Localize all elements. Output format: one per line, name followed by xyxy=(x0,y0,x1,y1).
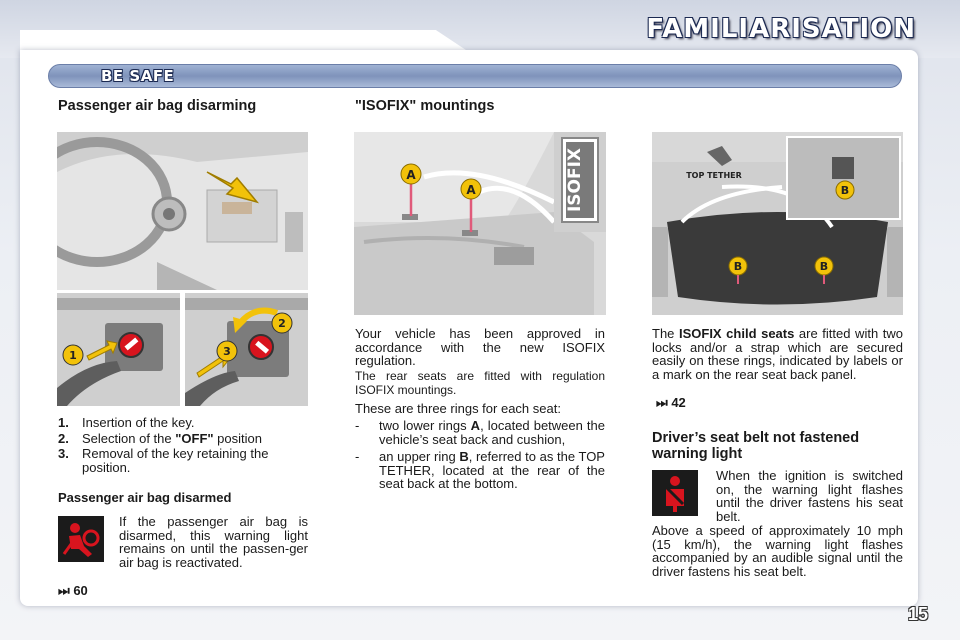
isofix-seat-illustration xyxy=(354,132,606,315)
seatbelt-warning-icon-glyph xyxy=(652,470,698,516)
isofix-para-3: These are three rings for each seat: xyxy=(355,401,561,416)
key-insertion-illustration xyxy=(57,293,180,406)
ring-item-upper: - an upper ring B, referred to as the TOP TETHER, located at the rear of the seat back at the bottom. xyxy=(355,449,605,491)
step-2: 2. Selection of the "OFF" position xyxy=(58,430,262,446)
key-turn-illustration xyxy=(185,293,308,406)
chapter-title: FAMILIARISATION xyxy=(646,14,916,44)
steps-list xyxy=(58,416,310,474)
airbag-warning-icon-glyph xyxy=(58,516,104,562)
seatbelt-warning-icon xyxy=(652,470,698,516)
isofix-child-seats-text: The ISOFIX child seats are fitted with two locks and/or a strap which are secured easily on these rings, indicated by labels or a mark on the rear seat back panel. xyxy=(652,326,903,382)
callout-3: 3 xyxy=(223,345,231,358)
page-reference-60[interactable]: ⏭ 60 xyxy=(58,583,88,598)
dashboard-illustration xyxy=(57,132,308,290)
page-number: 15 xyxy=(907,604,928,624)
callout-b-3: B xyxy=(819,260,829,273)
double-arrow-icon: ⏭ xyxy=(656,395,668,410)
seatbelt-warning-title: Driver’s seat belt not fastened warning light xyxy=(652,430,860,462)
rear-seat-illustration xyxy=(652,132,903,315)
airbag-disarmed-text: If the passenger air bag is disarmed, this warning light remains on until the passen-ger air bag is reactivated. xyxy=(119,514,308,570)
isofix-seat-photo xyxy=(354,132,606,315)
left-column-title: Passenger air bag disarming xyxy=(58,98,257,114)
callout-b-1: B xyxy=(840,184,850,197)
callout-1: 1 xyxy=(69,349,77,362)
middle-column-title: "ISOFIX" mountings xyxy=(355,98,495,114)
page-reference-42[interactable]: ⏭ 42 xyxy=(656,395,686,410)
section-bar xyxy=(48,64,902,88)
rings-list xyxy=(355,419,605,495)
callout-2: 2 xyxy=(278,317,286,330)
callout-a-2: A xyxy=(466,183,476,197)
seatbelt-speed-text: Above a speed of approximately 10 mph (15 km/h), the warning light flashes accompanied by an audible signal until the driver fastens his seat belt. xyxy=(652,523,903,579)
step-3: 3. Removal of the key retaining the position. xyxy=(58,446,269,475)
section-title: BE SAFE xyxy=(101,67,175,85)
seatbelt-warning-text: When the ignition is switched on, the warning light flashes until the driver fastens his seat belt. xyxy=(716,468,903,524)
callout-b-2: B xyxy=(733,260,743,273)
key-insertion-photo xyxy=(57,293,180,406)
dashboard-photo xyxy=(57,132,308,290)
rear-seat-photo xyxy=(652,132,903,315)
isofix-para-2: The rear seats are fitted with regulation ISOFIX mountings. xyxy=(355,369,605,397)
airbag-disarmed-subtitle: Passenger air bag disarmed xyxy=(58,490,232,505)
step-1: 1. Insertion of the key. xyxy=(58,415,195,430)
callout-a-1: A xyxy=(406,168,416,182)
ring-item-lower: - two lower rings A, located between the vehicle’s seat back and cushion, xyxy=(355,418,606,447)
isofix-para-1: Your vehicle has been approved in accordance with the new ISOFIX regulation. xyxy=(355,326,605,368)
airbag-warning-icon xyxy=(58,516,104,562)
isofix-label: ISOFIX xyxy=(565,147,585,213)
top-tether-label: TOP TETHER xyxy=(686,171,742,180)
key-turn-photo xyxy=(185,293,308,406)
double-arrow-icon: ⏭ xyxy=(58,583,70,598)
